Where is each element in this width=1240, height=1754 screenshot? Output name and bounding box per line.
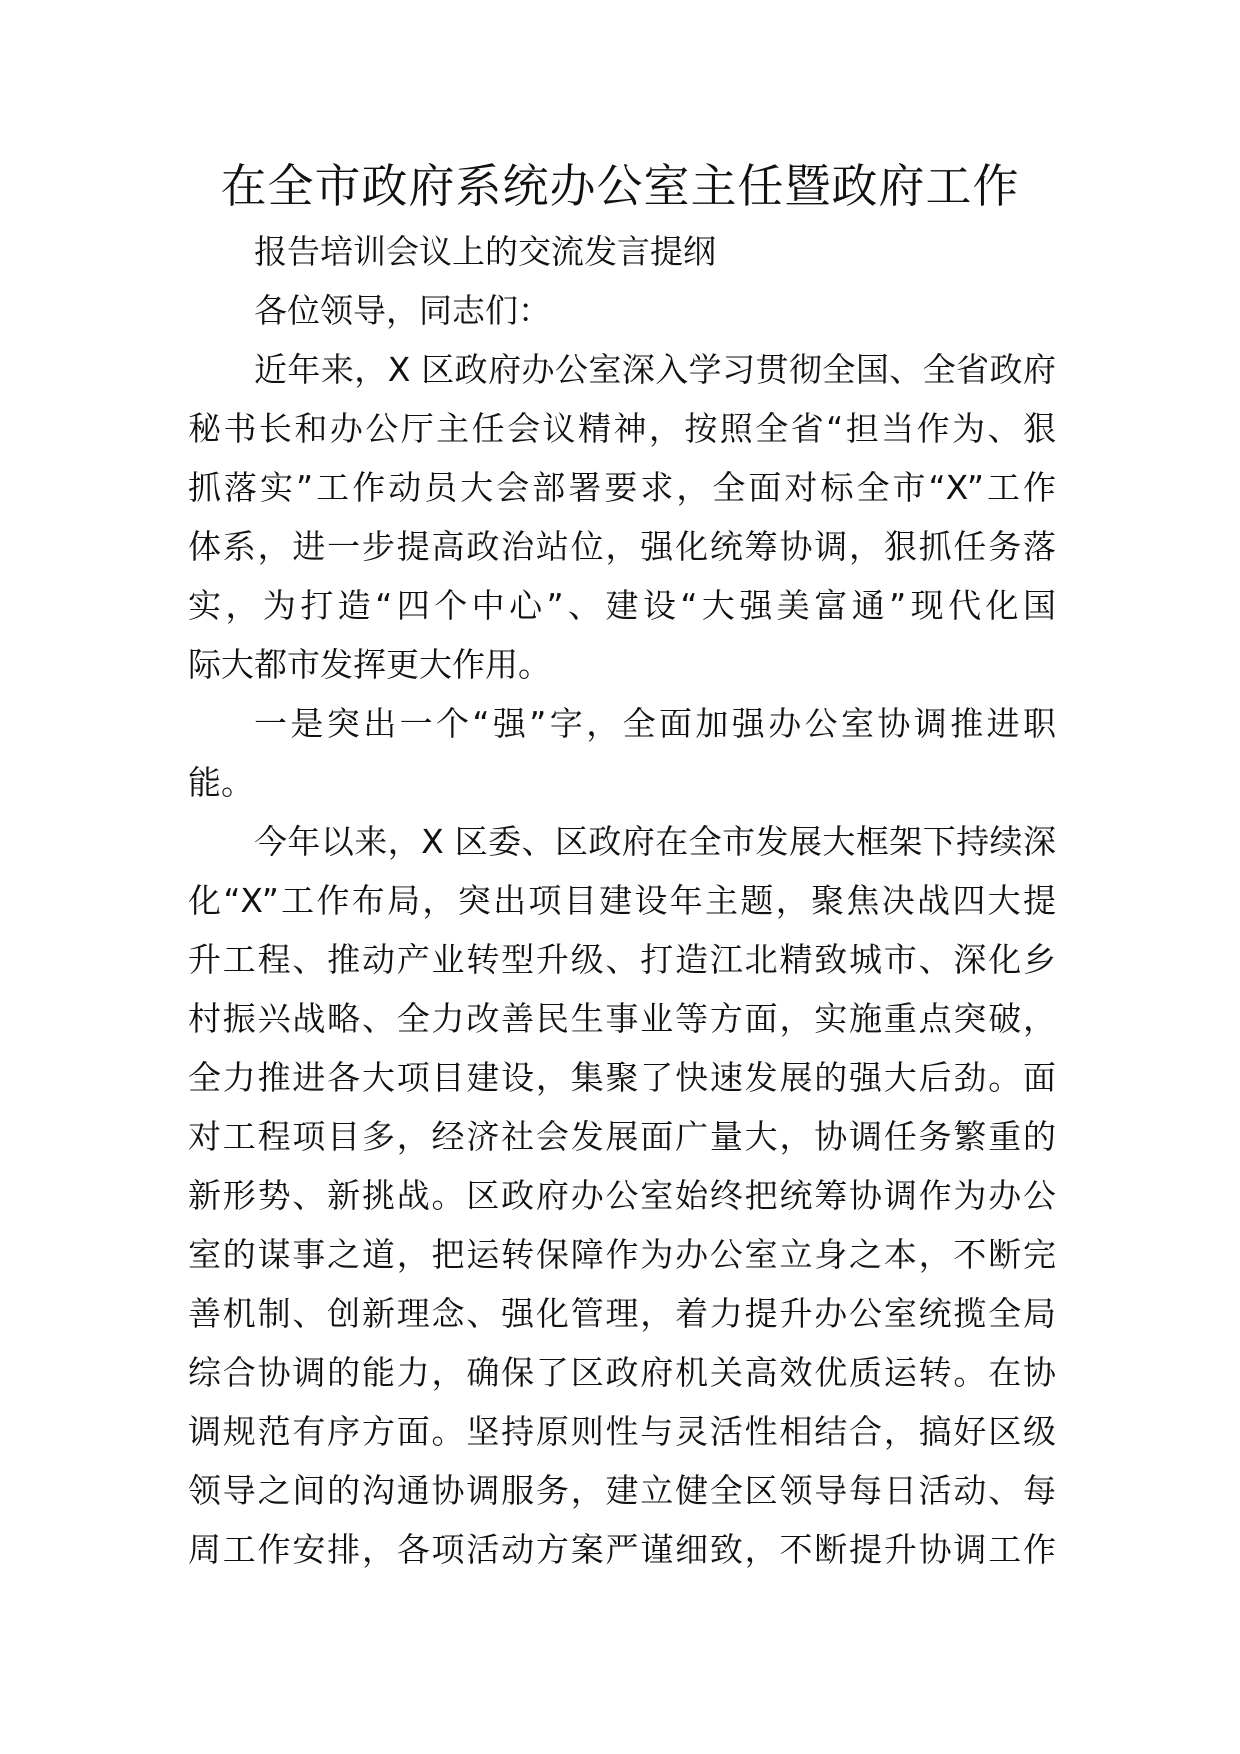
subtitle-line: 报告培训会议上的交流发言提纲	[254, 232, 716, 271]
paragraph-line: 善机制、创新理念、强化管理，着力提升办公室统揽全局	[188, 1294, 1056, 1333]
paragraph-line: 际大都市发挥更大作用。	[188, 645, 551, 684]
paragraph-detail	[188, 812, 1056, 1579]
paragraph-line: 秘书长和办公厅主任会议精神，按照全省“担当作为、狠	[188, 409, 1056, 448]
paragraph-line: 化“X”工作布局，突出项目建设年主题，聚焦决战四大提	[188, 881, 1056, 920]
paragraph-line: 体系，进一步提高政治站位，强化统筹协调，狠抓任务落	[188, 527, 1056, 566]
paragraph-line: 对工程项目多，经济社会发展面广量大，协调任务繁重的	[188, 1117, 1056, 1156]
paragraph-section-heading	[188, 694, 1056, 812]
paragraph-line: 实，为打造“四个中心”、建设“大强美富通”现代化国	[188, 586, 1056, 625]
salutation: 各位领导，同志们：	[254, 291, 551, 330]
paragraph-line: 室的谋事之道，把运转保障作为办公室立身之本，不断完	[188, 1235, 1056, 1274]
paragraph-line: 领导之间的沟通协调服务，建立健全区领导每日活动、每	[188, 1471, 1056, 1510]
document-body	[188, 222, 1056, 1579]
document-title: 在全市政府系统办公室主任暨政府工作	[220, 159, 1020, 213]
paragraph-line: 今年以来，X 区委、区政府在全市发展大框架下持续深	[254, 822, 1056, 861]
paragraph-line: 村振兴战略、全力改善民生事业等方面，实施重点突破，	[188, 999, 1056, 1038]
paragraph-line: 调规范有序方面。坚持原则性与灵活性相结合，搞好区级	[188, 1412, 1056, 1451]
paragraph-line: 升工程、推动产业转型升级、打造江北精致城市、深化乡	[188, 940, 1056, 979]
paragraph-line: 周工作安排，各项活动方案严谨细致，不断提升协调工作	[188, 1530, 1056, 1569]
paragraph-line: 新形势、新挑战。区政府办公室始终把统筹协调作为办公	[188, 1176, 1056, 1215]
paragraph-line: 能。	[188, 763, 254, 802]
paragraph-line: 全力推进各大项目建设，集聚了快速发展的强大后劲。面	[188, 1058, 1056, 1097]
paragraph-line: 抓落实”工作动员大会部署要求，全面对标全市“X”工作	[188, 468, 1056, 507]
paragraph-line: 综合协调的能力，确保了区政府机关高效优质运转。在协	[188, 1353, 1056, 1392]
paragraph-intro	[188, 340, 1056, 694]
paragraph-line: 近年来，X 区政府办公室深入学习贯彻全国、全省政府	[254, 350, 1056, 389]
paragraph-line: 一是突出一个“强”字，全面加强办公室协调推进职	[254, 704, 1056, 743]
